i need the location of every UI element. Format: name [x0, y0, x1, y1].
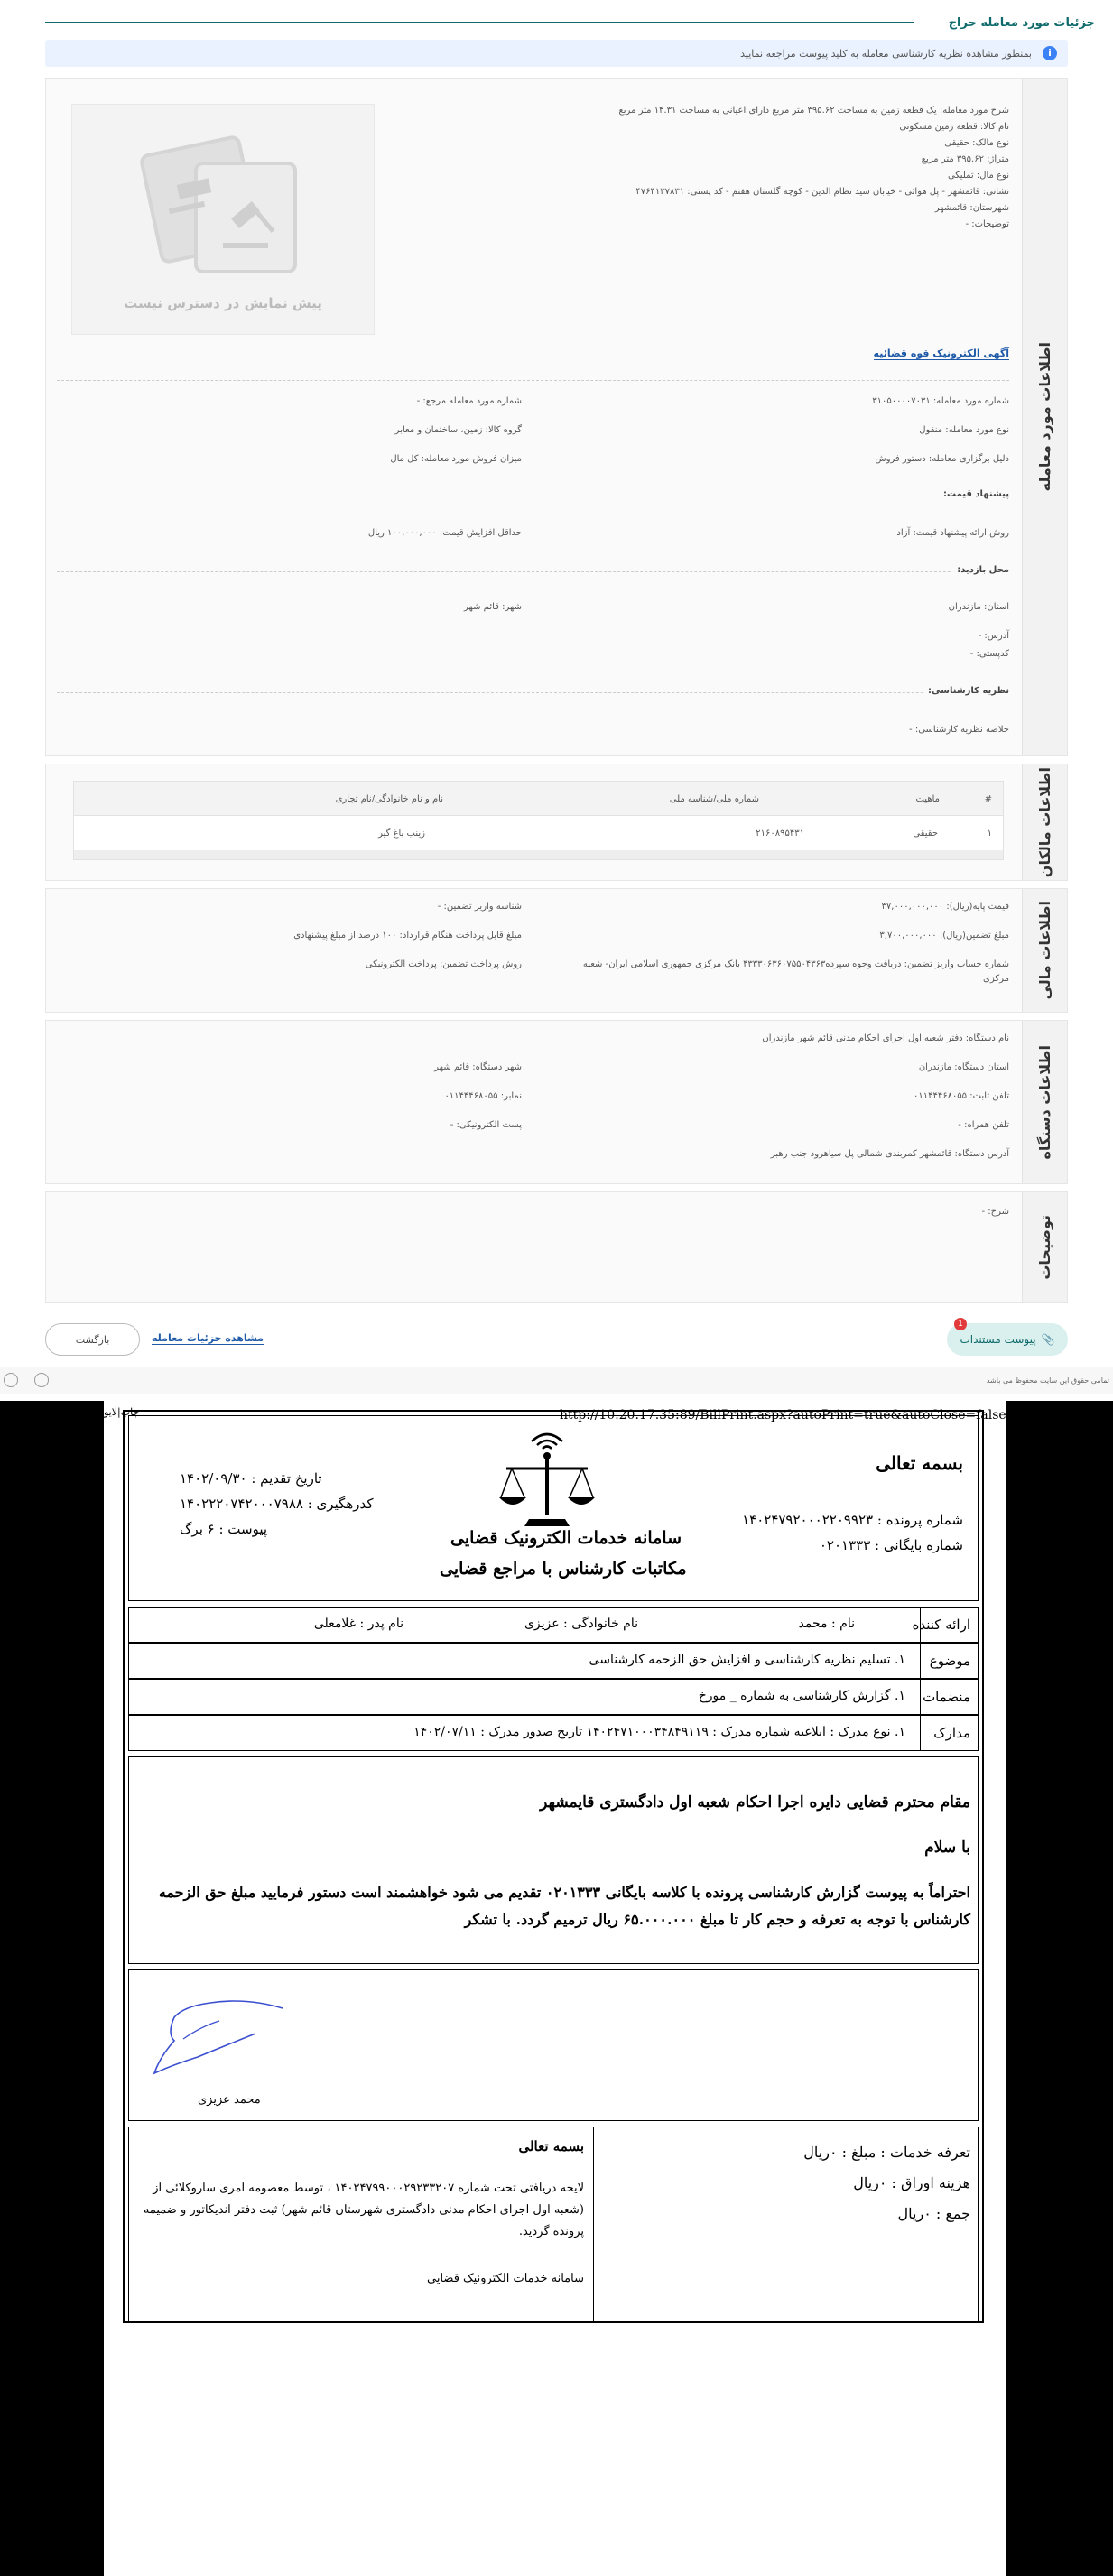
table-cell: زینب باغ گیر — [378, 829, 425, 839]
visit-address: آدرس: - — [978, 631, 1009, 641]
visit-province: استان: مازندران — [948, 602, 1009, 612]
auction-gavel-icon — [133, 127, 313, 281]
offer-method: روش ارائه پیشنهاد قیمت: آزاد — [896, 528, 1009, 538]
paperclip-icon: 📎 — [1041, 1333, 1055, 1346]
description-text: شرح: - — [981, 1207, 1009, 1217]
receipt-line3: پرونده گردید. — [518, 2225, 584, 2238]
attachments-label: پیوست مستندات — [960, 1333, 1036, 1346]
agency-fax: نمابر: ۰۱۱۴۴۴۶۸۰۵۵ — [444, 1091, 522, 1101]
deal-info-section — [45, 78, 1068, 756]
section-title: اطلاعات دستگاه — [1036, 1044, 1053, 1160]
print-label: چاپ|لایو — [104, 1406, 140, 1418]
receipt-line1: لایحه دریافتی تحت شماره ۱۴۰۲۴۷۹۹۰۰۰۲۹۲۳۳۲۰۷ ، توسط معصومه امری ساروکلائی از — [153, 2182, 584, 2195]
receipt-basmala: بسمه تعالی — [518, 2138, 584, 2154]
table-cell: ۲۱۶۰۸۹۵۴۳۱ — [756, 829, 804, 839]
owners-section — [45, 764, 1068, 881]
agency-phone: تلفن ثابت: ۰۱۱۴۴۴۶۸۰۵۵ — [913, 1091, 1009, 1101]
sale-amount: میزان فروش مورد معامله: کل مال — [390, 454, 522, 464]
offer-heading: پیشنهاد قیمت: — [938, 489, 1009, 499]
scales-of-justice-icon — [497, 1425, 597, 1534]
subject-value: ۱. تسلیم نظریه کارشناسی و افزایش حق الزحمه کارشناسی — [589, 1653, 905, 1667]
owners-table — [73, 781, 1004, 860]
finance-sidebar — [1022, 889, 1067, 1012]
emblem-logo-icon — [4, 1373, 18, 1387]
receipt-line4: سامانه خدمات الکترونیک قضایی — [427, 2272, 584, 2285]
subject-row — [128, 1643, 979, 1679]
expert-summary: خلاصه نظریه کارشناسی: - — [909, 725, 1009, 735]
deal-address: نشانی: قائمشهر - پل هوائی - خیابان سید نظام الدین - کوچه گلستان هفتم - کد پستی: ۴۷۶۴۱۳۷۸۳۱ — [635, 187, 1009, 197]
min-increase: حداقل افزایش قیمت: ۱۰۰,۰۰۰,۰۰۰ ریال — [367, 528, 522, 538]
presenter-father-name: نام پدر : غلامعلی — [313, 1617, 403, 1631]
col-header: نام و نام خانوادگی/نام تجاری — [335, 794, 443, 804]
no-preview-caption: پیش نمایش در دسترس نیست — [124, 295, 322, 311]
receipt-box — [128, 2127, 979, 2321]
attachments-label: منضمات — [923, 1689, 970, 1705]
agency-city: شهر دستگاه: قائم شهر — [434, 1062, 522, 1072]
deal-reason: دلیل برگزاری معامله: دستور فروش — [875, 454, 1009, 464]
description-sidebar — [1022, 1192, 1067, 1302]
print-url: http://10.20.17.35:89/BillPrint.aspx?autoPrint=true&autoClose=false&B — [560, 1408, 1027, 1422]
deposit-id: شناسه واریز تضمین: - — [437, 902, 522, 912]
contract-payment: مبلغ قابل پرداخت هنگام قرارداد: ۱۰۰ درصد از مبلغ پیشنهادی — [293, 931, 522, 941]
info-icon: i — [1043, 46, 1057, 60]
deposit-account-cont: مرکزی — [983, 974, 1009, 984]
attach-pages: پیوست : ۶ برگ — [180, 1521, 268, 1537]
letter-basmala: بسمه تعالی — [876, 1452, 963, 1474]
fee-services: تعرفه خدمات : مبلغ : ۰ریال — [803, 2144, 970, 2161]
ad-link[interactable]: آگهی الکترونیک قوه قضائیه — [873, 347, 1009, 359]
table-cell: حقیقی — [913, 829, 938, 839]
site-footer — [0, 1367, 1113, 1394]
subject-label: موضوع — [929, 1653, 970, 1669]
expert-heading: نظریه کارشناسی: — [923, 686, 1009, 696]
documents-value: ۱. نوع مدرک : ابلاغیه شماره مدرک : ۱۴۰۲۴۷۱۰۰۰۳۴۸۴۹۱۱۹ تاریخ صدور مدرک : ۱۴۰۲/۰۷/۱۱ — [413, 1725, 905, 1739]
goods-group: گروه کالا: زمین، ساختمان و معابر — [394, 425, 522, 435]
header-divider — [45, 22, 914, 23]
agency-province: استان دستگاه: مازندران — [918, 1062, 1009, 1072]
letter-body-line2: کارشناس با توجه به تعرفه و حجم کار تا مبلغ ۶۵.۰۰۰.۰۰۰ ریال ترمیم گردد. با تشکر — [464, 1911, 970, 1928]
deal-kind: نوع مورد معامله: منقول — [919, 425, 1009, 435]
agency-sidebar — [1022, 1021, 1067, 1183]
guarantee-amount: مبلغ تضمین(ریال): ۳,۷۰۰,۰۰۰,۰۰۰ — [879, 931, 1009, 941]
letter-addressee: مقام محترم قضایی دایره اجرا احکام شعبه اول دادگستری قایمشهر — [540, 1793, 970, 1812]
visit-city: شهر: قائم شهر — [463, 602, 522, 612]
attachments-row — [128, 1679, 979, 1715]
judiciary-logo-icon — [34, 1373, 49, 1387]
page-header — [0, 0, 1113, 45]
notice-text: بمنظور مشاهده نظریه کارشناسی معامله به کلید پیوست مراجعه نمایید — [740, 47, 1032, 60]
signer-name: محمد عزیزی — [198, 2093, 261, 2107]
owner-type: نوع مالک: حقیقی — [944, 138, 1009, 148]
deal-info-sidebar — [1022, 79, 1067, 755]
attachments-value: ۱. گزارش کارشناسی به شماره _ مورخ — [698, 1689, 905, 1703]
table-header — [74, 782, 1003, 816]
system-subtitle: مکاتبات کارشناس با مراجع قضایی — [440, 1559, 687, 1579]
section-title: اطلاعات مالی — [1036, 901, 1053, 1000]
section-title: اطلاعات مورد معامله — [1036, 342, 1053, 492]
footer-logos — [4, 1373, 49, 1387]
letter-body — [128, 1756, 979, 1964]
deal-number: شماره مورد معامله: ۳۱۰۵۰۰۰۰۷۰۳۱ — [872, 396, 1009, 406]
documents-row — [128, 1715, 979, 1751]
presenter-row — [128, 1607, 979, 1643]
base-price: قیمت پایه(ریال): ۳۷,۰۰۰,۰۰۰,۰۰۰ — [881, 902, 1009, 912]
copyright-text: تمامی حقوق این سایت محفوظ می باشد — [986, 1376, 1109, 1385]
fee-papers: هزینه اوراق : ۰ریال — [853, 2174, 970, 2191]
documents-label: مدارک — [933, 1725, 970, 1741]
section-title: اطلاعات مالکان — [1036, 766, 1053, 878]
deposit-account: شماره حساب واریز تضمین: دریافت وجوه سپرده۴۳۳۳۰۶۳۶۰۷۵۵۰۴۳۶۳ بانک مرکزی جمهوری اسلامی ایران- شعبه — [582, 959, 1009, 969]
payment-method: روش پرداخت تضمین: پرداخت الکترونیکی — [365, 959, 522, 969]
case-number: شماره پرونده : ۱۴۰۲۴۷۹۲۰۰۰۲۲۰۹۹۲۳ — [742, 1512, 963, 1528]
deal-details-link[interactable]: مشاهده جزئیات معامله — [152, 1332, 264, 1344]
horizontal-scrollbar[interactable] — [74, 850, 1003, 859]
letter-header — [128, 1415, 979, 1601]
back-button[interactable]: بازگشت — [45, 1323, 140, 1356]
deal-notes: توضیحات: - — [965, 219, 1009, 229]
handwritten-signature — [147, 1994, 310, 2084]
presenter-label: ارائه کننده — [912, 1617, 970, 1633]
deal-ref-number: شماره مورد معامله مرجع: - — [416, 396, 522, 406]
col-header: ماهیت — [915, 794, 940, 804]
letter-greeting: با سلام — [924, 1839, 970, 1857]
tracking-code: کدرهگیری : ۱۴۰۲۲۲۰۷۴۲۰۰۰۷۹۸۸ — [180, 1496, 374, 1512]
presenter-first-name: نام : محمد — [798, 1617, 855, 1631]
col-header: # — [984, 794, 992, 804]
agency-section — [45, 1020, 1068, 1184]
prop-type: نوع مال: تملیکی — [947, 171, 1009, 181]
page-title: جزئیات مورد معامله حراج — [948, 15, 1095, 30]
divider — [57, 692, 1009, 693]
system-title: سامانه خدمات الکترونیک قضایی — [450, 1528, 682, 1548]
notice-banner — [45, 40, 1068, 67]
fee-total: جمع : ۰ریال — [897, 2205, 970, 2222]
submit-date: تاریخ تقدیم : ۱۴۰۲/۰۹/۳۰ — [180, 1470, 322, 1487]
agency-name: نام دستگاه: دفتر شعبه اول اجرای احکام مدنی قائم شهر مازندران — [762, 1033, 1009, 1043]
section-title: توضیحات — [1036, 1215, 1053, 1280]
agency-mobile: تلفن همراه: - — [958, 1120, 1009, 1130]
visit-heading: محل بازدید: — [951, 565, 1009, 575]
visit-postal: کدپستی: - — [969, 649, 1009, 659]
agency-address: آدرس دستگاه: قائمشهر کمربندی شمالی پل سیاهرود جنب رهبر — [770, 1149, 1009, 1159]
attachment-count-badge: 1 — [954, 1318, 967, 1330]
image-placeholder — [71, 104, 375, 335]
receipt-line2: (شعبه اول اجرای احکام مدنی دادگستری شهرستان قائم شهر) ثبت دفتر اندیکاتور و ضمیمه — [143, 2203, 584, 2217]
deal-area: متراژ: ۳۹۵.۶۲ متر مربع — [921, 154, 1009, 164]
finance-section — [45, 888, 1068, 1013]
presenter-last-name: نام خانوادگی : عزیزی — [524, 1617, 638, 1631]
deal-city: شهرستان: قائمشهر — [934, 203, 1009, 213]
table-cell: ۱ — [987, 829, 992, 839]
signature-box — [128, 1969, 979, 2121]
deal-name: نام کالا: قطعه زمین مسکونی — [899, 122, 1009, 132]
col-header: شماره ملی/شناسه ملی — [669, 794, 759, 804]
deal-desc: شرح مورد معامله: یک قطعه زمین به مساحت ۳۹۵.۶۲ متر مربع دارای اعیانی به مساحت ۱۴.۳۱ متر مربع — [618, 106, 1009, 116]
letter-body-line1: احتراماً به پیوست گزارش کارشناسی پرونده با کلاسه بایگانی ۰۲۰۱۳۳۳ تقدیم می شود خواهشمند است دستور فرمایید مبلغ حق الزحمه — [158, 1884, 970, 1901]
description-section — [45, 1191, 1068, 1303]
owners-sidebar — [1022, 764, 1067, 880]
divider — [57, 571, 1009, 572]
archive-number: شماره بایگانی : ۰۲۰۱۳۳۳ — [819, 1537, 963, 1553]
agency-email: پست الکترونیکی: - — [450, 1120, 522, 1130]
attachments-button[interactable] — [947, 1320, 1068, 1356]
letter-frame — [123, 1410, 984, 2323]
action-bar — [45, 1320, 1068, 1356]
divider — [57, 380, 1009, 381]
